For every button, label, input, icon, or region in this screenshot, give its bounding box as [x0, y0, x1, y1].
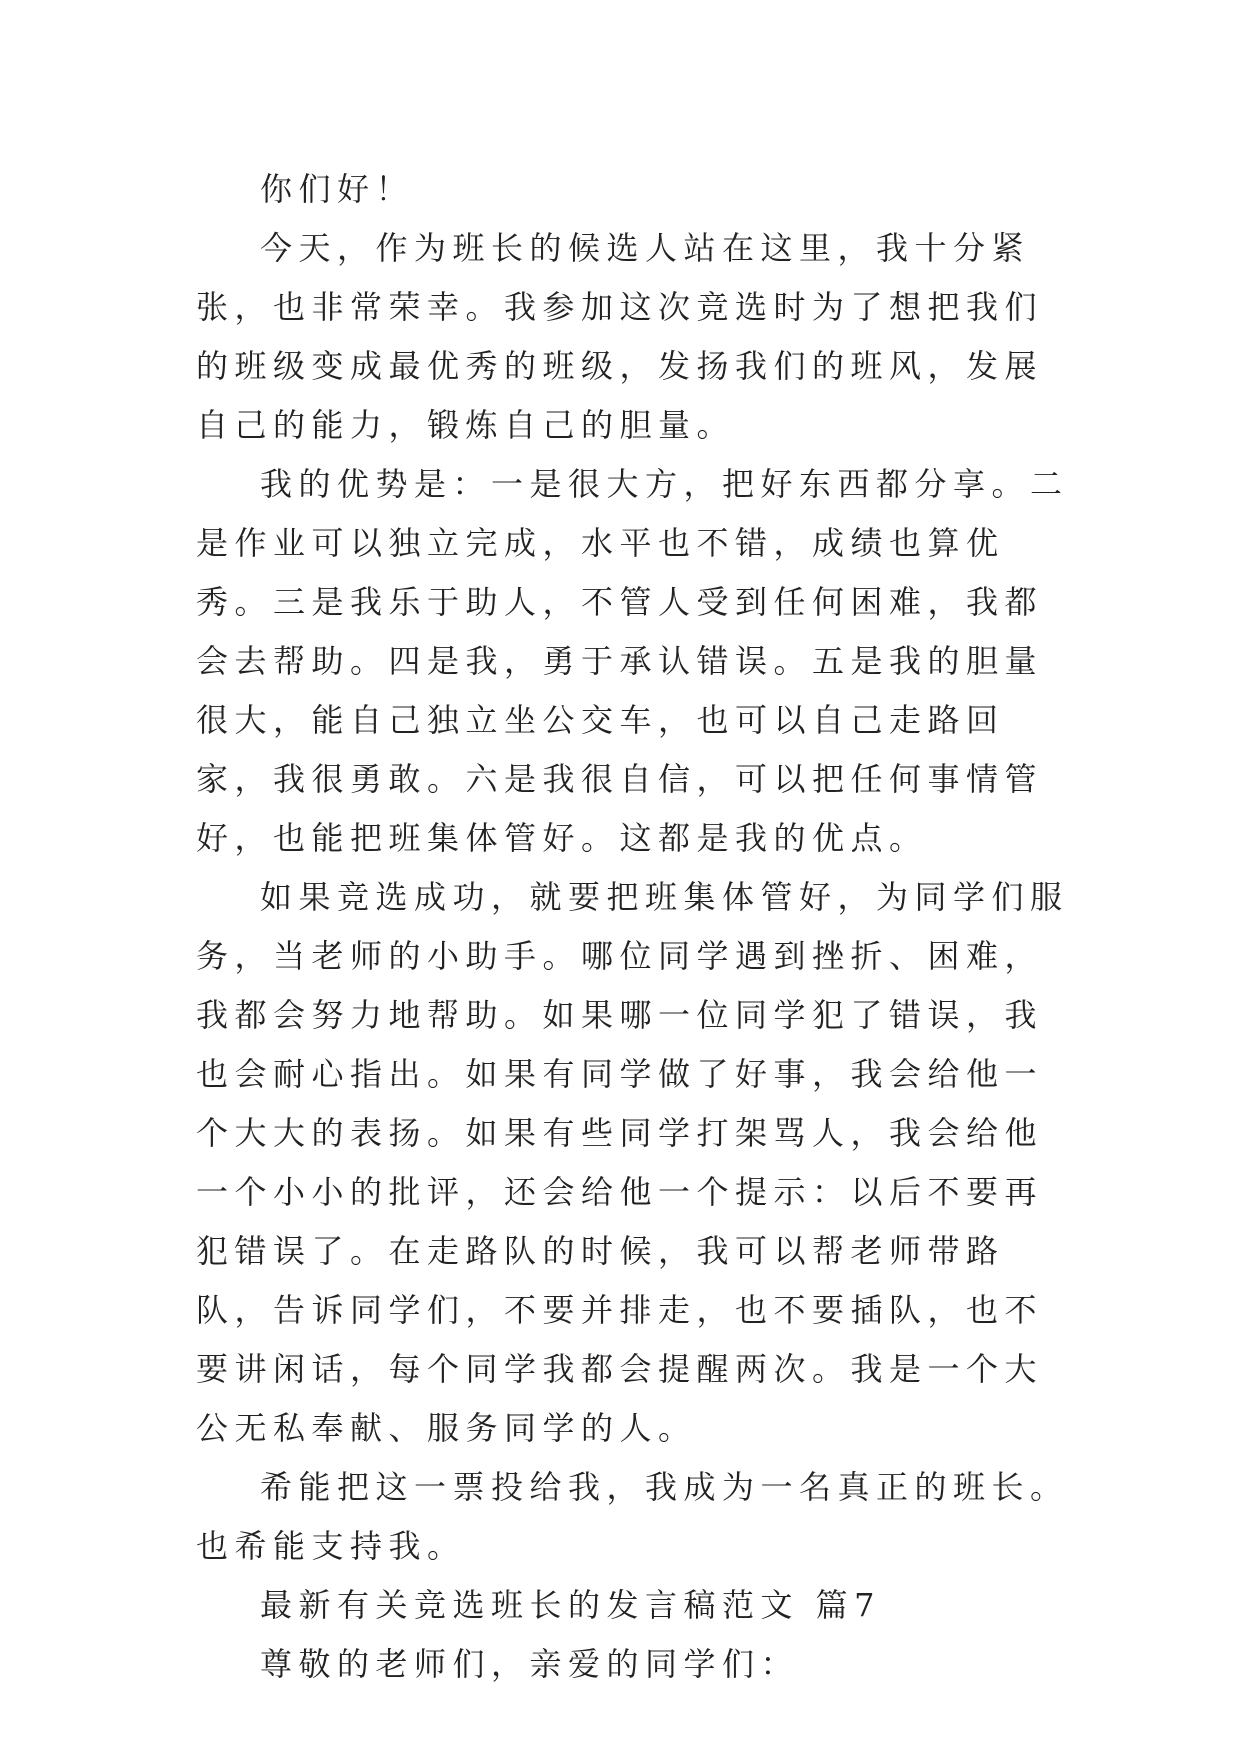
section-heading: 最新有关竞选班长的发言稿范文 篇7	[260, 1586, 882, 1624]
plans-paragraph: 如果竞选成功，就要把班集体管好，为同学们服务，当老师的小助手。哪位同学遇到挫折、困难，我都会努力地帮助。如果哪一位同学犯了错误，我也会耐心指出。如果有同学做了好事，我会给他一个大大的表扬。如果有些同学打架骂人，我会给他一个小小的批评，还会给他一个提示：以后不要再犯错误了。在走路队的时候，我可以帮老师带路队，告诉同学们，不要并排走，也不要插队，也不要讲闲话，每个同学我都会提醒两次。我是一个大公无私奉献、服务同学的人。	[196, 878, 1069, 1447]
intro-paragraph: 今天，作为班长的候选人站在这里，我十分紧张，也非常荣幸。我参加这次竞选时为了想把我们的班级变成最优秀的班级，发扬我们的班风，发展自己的能力，锻炼自己的胆量。	[196, 229, 1044, 444]
strengths-paragraph: 我的优势是：一是很大方，把好东西都分享。二是作业可以独立完成，水平也不错，成绩也算优秀。三是我乐于助人，不管人受到任何困难，我都会去帮助。四是我，勇于承认错误。五是我的胆量很大，能自己独立坐公交车，也可以自己走路回家，我很勇敢。六是我很自信，可以把任何事情管好，也能把班集体管好。这都是我的优点。	[196, 465, 1069, 857]
document-body	[196, 160, 1076, 1694]
greeting-paragraph: 你们好！	[260, 170, 415, 208]
salutation-paragraph: 尊敬的老师们，亲爱的同学们：	[260, 1645, 800, 1683]
closing-paragraph: 希能把这一票投给我，我成为一名真正的班长。也希能支持我。	[196, 1468, 1069, 1565]
